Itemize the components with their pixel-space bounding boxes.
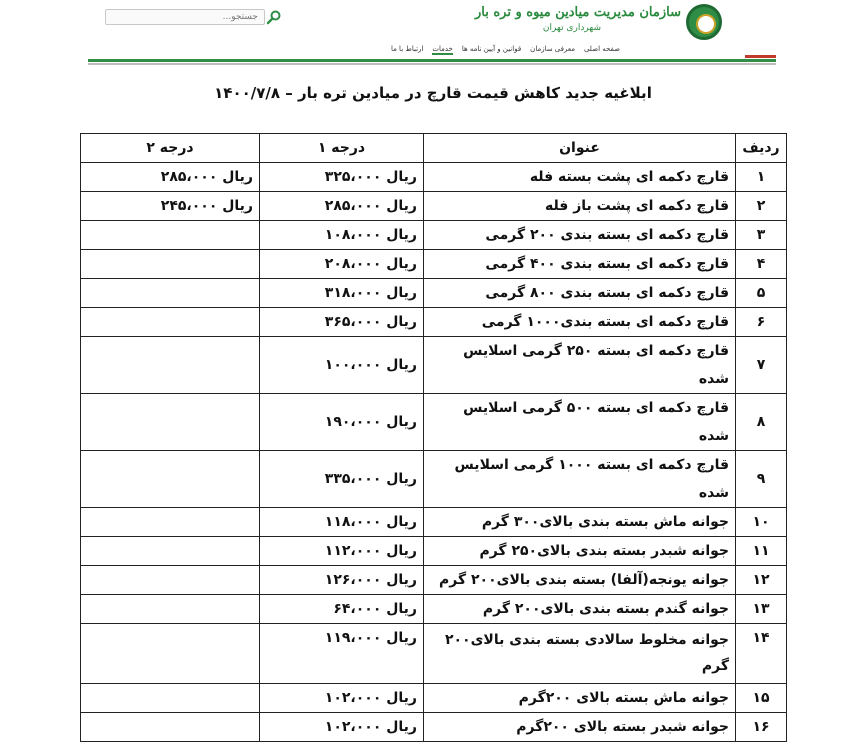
header-divider-grey [88,63,776,65]
grade-1-price-cell: ریال ۳۶۵،۰۰۰ [260,308,424,337]
logo-text [471,4,681,38]
grade-1-price-cell: ریال ۲۰۸،۰۰۰ [260,250,424,279]
grade-1-price-cell: ریال ۱۰۲،۰۰۰ [260,684,424,713]
grade-2-price-cell [81,250,260,279]
grade-2-price-cell [81,221,260,250]
grade-1-price-cell: ریال ۱۱۹،۰۰۰ [260,624,424,684]
title-cell: جوانه ماش بسته بندی بالای۳۰۰ گرم [424,508,736,537]
row-number-cell: ۱۱ [736,537,787,566]
title-cell: قارچ دکمه ای بسته ۵۰۰ گرمی اسلایس شده [424,394,736,451]
title-cell: قارچ دکمه ای بسته ۲۵۰ گرمی اسلایس شده [424,337,736,394]
table-row [81,250,787,279]
header-title: عنوان [424,134,736,163]
row-number-cell: ۴ [736,250,787,279]
grade-2-price-cell [81,537,260,566]
organization-logo[interactable] [686,4,722,40]
title-cell: قارچ دکمه ای پشت بسته فله [424,163,736,192]
grade-1-price-cell: ریال ۳۱۸،۰۰۰ [260,279,424,308]
page-title: ابلاغیه جدید کاهش قیمت قارچ در میادین تره بار – ۱۴۰۰/۷/۸ [214,84,652,102]
grade-1-price-cell: ریال ۱۹۰،۰۰۰ [260,394,424,451]
row-number-cell: ۲ [736,192,787,221]
nav-item[interactable]: ارتباط با ما [390,45,424,53]
header-divider-green [88,59,776,62]
nav-item[interactable]: قوانین و آیین نامه ها [461,45,522,53]
header-grade-1: درجه ۱ [260,134,424,163]
table-row [81,308,787,337]
grade-1-price-cell: ریال ۱۰۸،۰۰۰ [260,221,424,250]
grade-1-price-cell: ریال ۱۲۶،۰۰۰ [260,566,424,595]
grade-2-price-cell [81,508,260,537]
row-number-cell: ۱۶ [736,713,787,742]
title-cell: قارچ دکمه ای بسته بندی۱۰۰۰ گرمی [424,308,736,337]
table-row [81,163,787,192]
title-cell: قارچ دکمه ای بسته بندی ۲۰۰ گرمی [424,221,736,250]
header-grade-2: درجه ۲ [81,134,260,163]
row-number-cell: ۸ [736,394,787,451]
search-icon[interactable] [266,9,282,25]
header-accent-red [745,55,776,58]
nav-item[interactable]: معرفی سازمان [530,45,575,53]
row-number-cell: ۳ [736,221,787,250]
title-cell: جوانه شبدر بسته بندی بالای۲۵۰ گرم [424,537,736,566]
table-row [81,566,787,595]
grade-1-price-cell: ریال ۱۱۲،۰۰۰ [260,537,424,566]
title-cell: قارچ دکمه ای بسته بندی ۸۰۰ گرمی [424,279,736,308]
table-row [81,537,787,566]
title-cell: قارچ دکمه ای پشت باز فله [424,192,736,221]
table-row [81,451,787,508]
grade-2-price-cell [81,308,260,337]
row-number-cell: ۵ [736,279,787,308]
main-nav [340,43,620,55]
row-number-cell: ۹ [736,451,787,508]
table-row [81,713,787,742]
grade-2-price-cell [81,566,260,595]
title-cell: جوانه یونجه(آلفا) بسته بندی بالای۲۰۰ گرم [424,566,736,595]
grade-2-price-cell [81,394,260,451]
table-row [81,394,787,451]
row-number-cell: ۱۲ [736,566,787,595]
grade-2-price-cell [81,279,260,308]
table-header-row [81,134,787,163]
row-number-cell: ۱۰ [736,508,787,537]
row-number-cell: ۱۵ [736,684,787,713]
table-row [81,279,787,308]
title-cell: جوانه ماش بسته بالای ۲۰۰گرم [424,684,736,713]
table-body [81,163,787,742]
grade-1-price-cell: ریال ۱۰۲،۰۰۰ [260,713,424,742]
grade-2-price-cell [81,684,260,713]
grade-2-price-cell [81,451,260,508]
organization-subtitle: شهرداری تهران [542,23,601,33]
table-row [81,595,787,624]
grade-1-price-cell: ریال ۱۱۸،۰۰۰ [260,508,424,537]
row-number-cell: ۱۴ [736,624,787,684]
nav-item[interactable]: خدمات [432,45,453,53]
title-cell: قارچ دکمه ای بسته بندی ۴۰۰ گرمی [424,250,736,279]
title-cell: جوانه مخلوط سالادی بسته بندی بالای۲۰۰ گرم [424,624,736,684]
title-cell: قارچ دکمه ای بسته ۱۰۰۰ گرمی اسلایس شده [424,451,736,508]
table-row [81,624,787,684]
grade-1-price-cell: ریال ۳۳۵،۰۰۰ [260,451,424,508]
organization-name: سازمان مدیریت میادین میوه و تره بار [474,5,681,20]
grade-1-price-cell: ریال ۲۸۵،۰۰۰ [260,192,424,221]
header-row-number: ردیف [736,134,787,163]
table-row [81,337,787,394]
nav-item[interactable]: صفحه اصلی [583,45,620,53]
table-row [81,684,787,713]
row-number-cell: ۷ [736,337,787,394]
grade-2-price-cell: ریال ۲۴۵،۰۰۰ [81,192,260,221]
title-cell: جوانه شبدر بسته بالای ۲۰۰گرم [424,713,736,742]
row-number-cell: ۱۳ [736,595,787,624]
grade-2-price-cell [81,624,260,684]
table-row [81,221,787,250]
grade-1-price-cell: ریال ۱۰۰،۰۰۰ [260,337,424,394]
grade-2-price-cell [81,337,260,394]
row-number-cell: ۶ [736,308,787,337]
grade-1-price-cell: ریال ۳۲۵،۰۰۰ [260,163,424,192]
site-header [0,0,841,70]
search-input[interactable] [105,9,265,25]
grade-2-price-cell [81,595,260,624]
grade-2-price-cell [81,713,260,742]
table-row [81,508,787,537]
grade-2-price-cell: ریال ۲۸۵،۰۰۰ [81,163,260,192]
title-cell: جوانه گندم بسته بندی بالای۲۰۰ گرم [424,595,736,624]
price-table [80,133,787,742]
row-number-cell: ۱ [736,163,787,192]
table-row [81,192,787,221]
grade-1-price-cell: ریال ۶۴،۰۰۰ [260,595,424,624]
